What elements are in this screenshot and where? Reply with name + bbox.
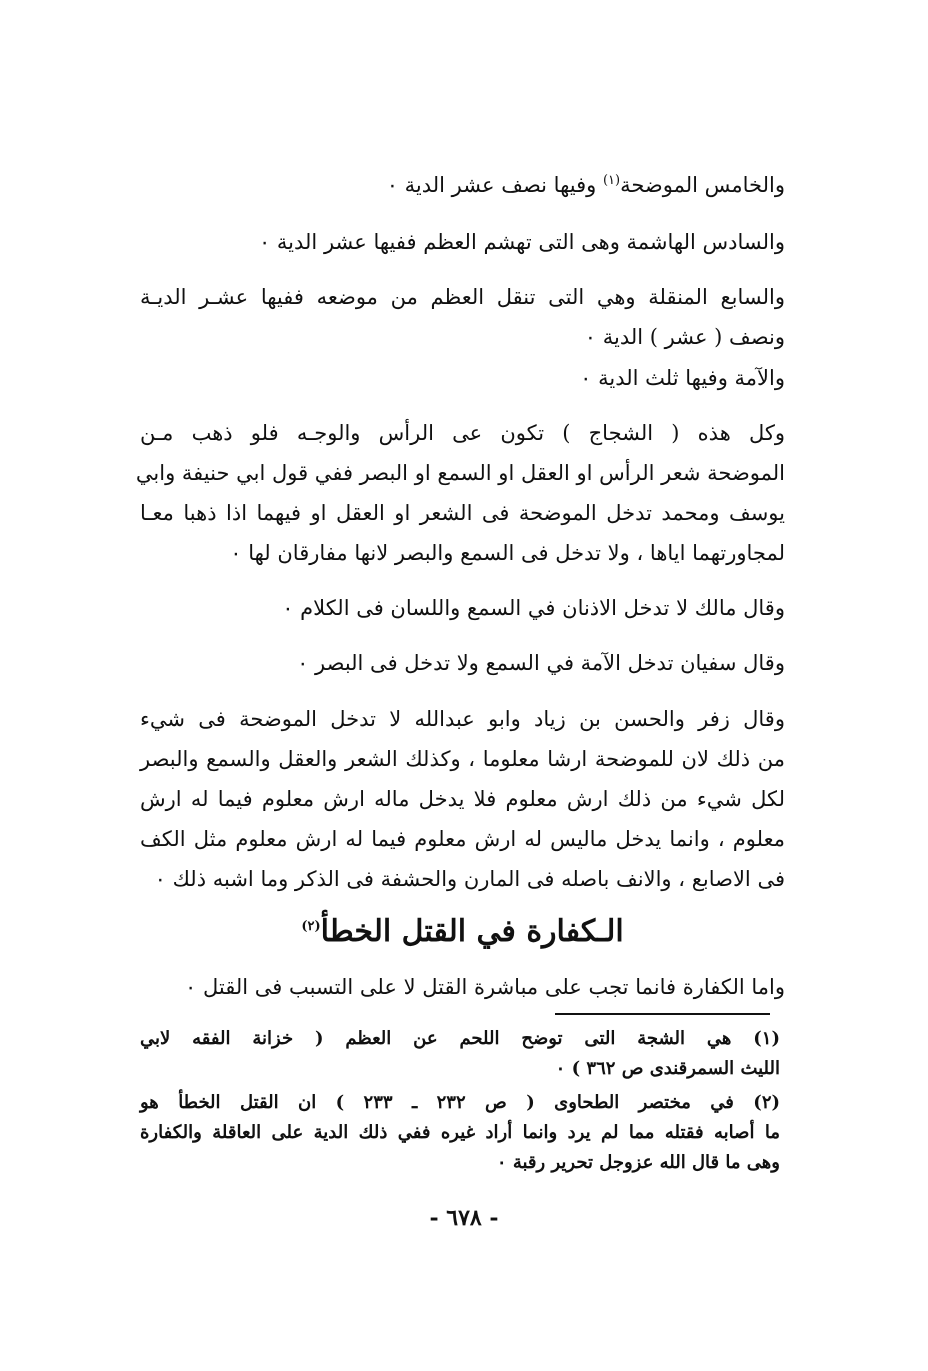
paragraph-sufyan: وقال سفيان تدخل الآمة في السمع ولا تدخل فى البصر ٠ (297, 651, 785, 675)
footnote-1-line: (١) هي الشجة التى توضح اللحم عن العظم ( خزانة الفقه لابي (140, 1028, 780, 1049)
paragraph-zufar-line: لكل شيء من ذلك ارش معلوم فلا يدخل ماله ارش معلوم فيما له ارش (140, 787, 785, 811)
paragraph-amma-wound: والآمة وفيها ثلث الدية ٠ (580, 366, 785, 390)
footnote-ref: (١) (602, 173, 621, 188)
paragraph-fifth-wound (387, 170, 785, 200)
paragraph-shijaj-line: لمجاورتهما اياها ، ولا تدخل فى السمع والبصر لانها مفارقان لها ٠ (230, 541, 785, 565)
paragraph-zufar-line: وقال زفر والحسن بن زياد وابو عبدالله لا تدخل الموضحة فى شيء (140, 707, 785, 731)
footnote-2-line: وهى ما قال الله عزوجل تحرير رقبة ٠ (496, 1152, 780, 1173)
paragraph-zufar-line: من ذلك لان للموضحة ارشا معلوما ، وكذلك الشعر والعقل والسمع والبصر (140, 747, 785, 771)
paragraph-zufar-line: معلوم ، وانما يدخل ماليس له ارش معلوم فيما له ارش معلوم مثل الكف (140, 827, 785, 851)
heading-text: الـكفارة في القتل الخطأ (320, 914, 624, 949)
footnote-1-line: الليث السمرقندى ص ٣٦٢ ) ٠ (555, 1058, 780, 1079)
section-heading (140, 912, 785, 952)
page-number: - ٦٧٨ - (429, 1205, 499, 1231)
paragraph-zufar-line: فى الاصابع ، والانف باصله فى المارن والحشفة فى الذكر وما اشبه ذلك ٠ (154, 867, 785, 891)
paragraph-sixth-wound: والسادس الهاشمة وهى التى تهشم العظم ففيها عشر الدية ٠ (258, 230, 785, 254)
paragraph-seventh-wound-line: ونصف ( عشر ) الدية ٠ (584, 325, 785, 349)
paragraph-kaffara: واما الكفارة فانما تجب على مباشرة القتل لا على التسبب فى القتل ٠ (185, 975, 785, 999)
paragraph-shijaj-line: الموضحة شعر الرأس او العقل او السمع او البصر ففي قول ابي حنيفة وابي (135, 461, 785, 485)
footnote-ref: (٢) (301, 919, 321, 934)
footnote-2-line: (٢) في مختصر الطحاوى ( ص ٢٣٢ ـ ٢٣٣ ) ان القتل الخطأ هو (140, 1092, 781, 1113)
paragraph-malik: وقال مالك لا تدخل الاذنان في السمع واللسان فى الكلام ٠ (282, 596, 785, 620)
paragraph-seventh-wound-line: والسابع المنقلة وهي التى تنقل العظم من موضعه ففيها عشـر الديـة (140, 285, 785, 309)
paragraph-text: والخامس الموضحة (620, 173, 785, 197)
footnote-2-line: ما أصابه فقتله مما لم يرد وانما أراد غيره ففي ذلك الدية على العاقلة والكفارة (140, 1122, 780, 1143)
footnote-separator (555, 1013, 770, 1015)
paragraph-text: وفيها نصف عشر الدية ٠ (386, 173, 603, 197)
paragraph-shijaj-line: يوسف ومحمد تدخل الموضحة فى الشعر او العقل او فيهما اذا ذهبا معـا (140, 501, 785, 525)
paragraph-shijaj-line: وكل هذه ( الشجاج ) تكون عى الرأس والوجـه فلو ذهب مـن (140, 421, 785, 445)
